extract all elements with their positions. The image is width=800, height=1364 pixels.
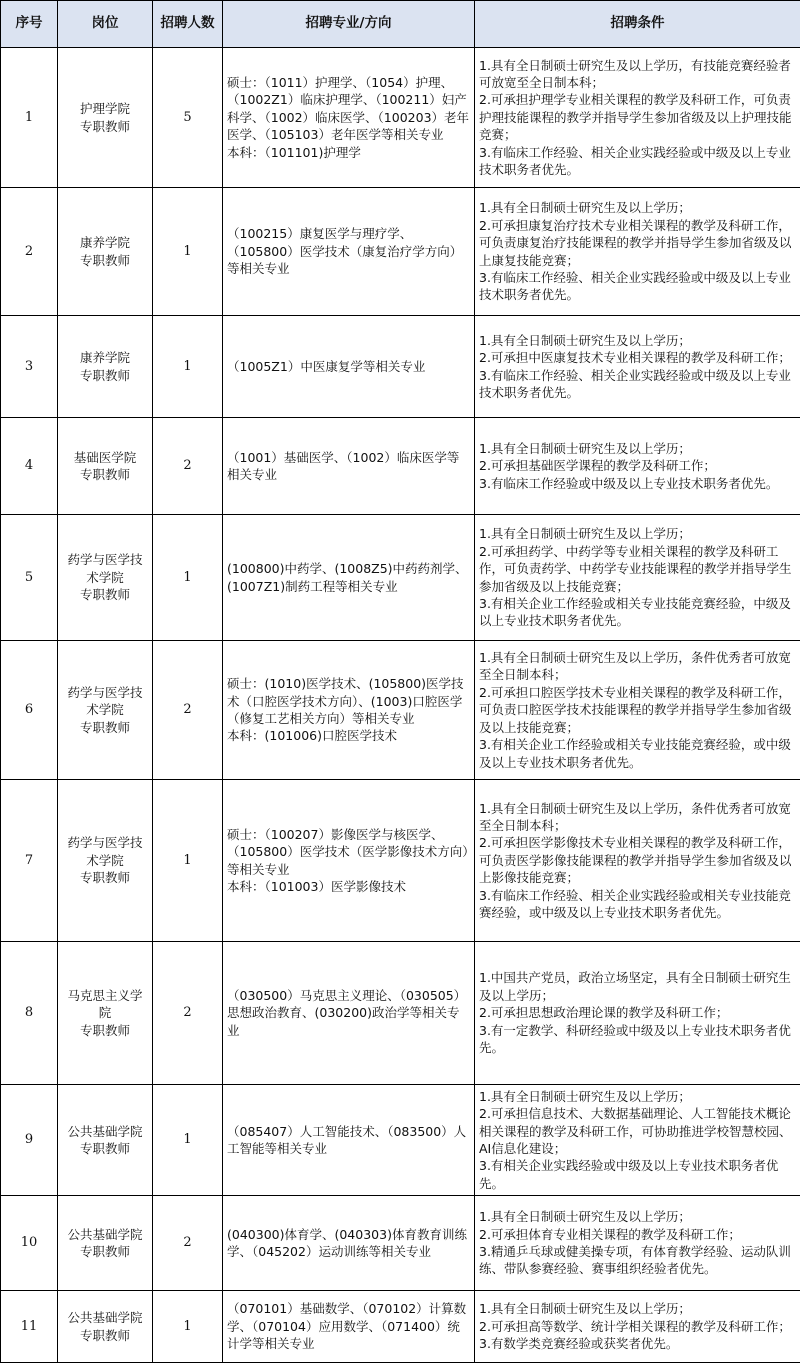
row-conditions: 1.具有全日制硕士研究生及以上学历，有技能竞赛经验者可放宽至全日制本科； 2.可承担护理学专业相关课程的教学及科研工作，可负责护理技能课程的教学并指导学生参加省级及以上护理技能竞赛； 3.有临床工作经验、相关企业实践经验或中级及以上专业技术职务者优先。 bbox=[475, 48, 800, 188]
row-count: 2 bbox=[153, 641, 223, 780]
header-row bbox=[1, 1, 800, 48]
row-major: （100215）康复医学与理疗学、（105800）医学技术（康复治疗学方向）等相关专业 bbox=[223, 188, 475, 316]
row-count: 2 bbox=[153, 942, 223, 1085]
row-position: 药学与医学技 术学院 专职教师 bbox=[58, 641, 153, 780]
row-major: （070101）基础数学、（070102）计算数学、（070104）应用数学、（071400）统计学等相关专业 bbox=[223, 1291, 475, 1363]
row-index: 5 bbox=[1, 515, 58, 641]
row-index: 11 bbox=[1, 1291, 58, 1363]
row-index: 10 bbox=[1, 1196, 58, 1291]
row-major: （085407）人工智能技术、（083500）人工智能等相关专业 bbox=[223, 1085, 475, 1196]
row-count: 1 bbox=[153, 780, 223, 942]
row-conditions: 1.具有全日制硕士研究生及以上学历； 2.可承担高等数学、统计学相关课程的教学及科研工作； 3.有数学类竞赛经验或获奖者优先。 bbox=[475, 1291, 800, 1363]
row-index: 6 bbox=[1, 641, 58, 780]
row-position: 康养学院 专职教师 bbox=[58, 316, 153, 418]
row-index: 3 bbox=[1, 316, 58, 418]
row-conditions: 1.具有全日制硕士研究生及以上学历，条件优秀者可放宽至全日制本科； 2.可承担口腔医学技术专业相关课程的教学及科研工作，可负责口腔医学技术技能课程的教学并指导学生参加省级及以上技能竞赛； 3.有相关企业工作经验或相关专业技能竞赛经验，或中级及以上专业技术职务者优先。 bbox=[475, 641, 800, 780]
row-major: (100800)中药学、(1008Z5)中药药剂学、(1007Z1)制药工程等相关专业 bbox=[223, 515, 475, 641]
row-count: 1 bbox=[153, 188, 223, 316]
table-row bbox=[1, 780, 800, 942]
row-count: 2 bbox=[153, 1196, 223, 1291]
header-count: 招聘人数 bbox=[153, 1, 223, 48]
row-position: 药学与医学技 术学院 专职教师 bbox=[58, 780, 153, 942]
row-conditions: 1.中国共产党员，政治立场坚定，具有全日制硕士研究生及以上学历； 2.可承担思想政治理论课的教学及科研工作； 3.有一定教学、科研经验或中级及以上专业技术职务者优先。 bbox=[475, 942, 800, 1085]
row-conditions: 1.具有全日制硕士研究生及以上学历； 2.可承担体育专业相关课程的教学及科研工作； 3.精通乒乓球或健美操专项，有体育教学经验、运动队训练、带队参赛经验、赛事组织经验者优先。 bbox=[475, 1196, 800, 1291]
row-position: 药学与医学技 术学院 专职教师 bbox=[58, 515, 153, 641]
row-index: 1 bbox=[1, 48, 58, 188]
row-index: 4 bbox=[1, 418, 58, 515]
row-position: 公共基础学院 专职教师 bbox=[58, 1085, 153, 1196]
row-index: 8 bbox=[1, 942, 58, 1085]
row-count: 1 bbox=[153, 316, 223, 418]
row-position: 康养学院 专职教师 bbox=[58, 188, 153, 316]
row-major: （030500）马克思主义理论、（030505）思想政治教育、(030200)政治学等相关专业 bbox=[223, 942, 475, 1085]
row-position: 公共基础学院 专职教师 bbox=[58, 1291, 153, 1363]
row-conditions: 1.具有全日制硕士研究生及以上学历，条件优秀者可放宽至全日制本科； 2.可承担医学影像技术专业相关课程的教学及科研工作，可负责医学影像技能课程的教学并指导学生参加省级及以上影像技能竞赛； 3.有临床工作经验、相关企业实践经验或相关专业技能竞赛经验，或中级及以上专业技术职务者优先。 bbox=[475, 780, 800, 942]
row-count: 1 bbox=[153, 1291, 223, 1363]
row-major: （1005Z1）中医康复学等相关专业 bbox=[223, 316, 475, 418]
table-row bbox=[1, 316, 800, 418]
row-index: 7 bbox=[1, 780, 58, 942]
row-position: 马克思主义学 院 专职教师 bbox=[58, 942, 153, 1085]
row-conditions: 1.具有全日制硕士研究生及以上学历； 2.可承担康复治疗技术专业相关课程的教学及科研工作，可负责康复治疗技能课程的教学并指导学生参加省级及以上康复技能竞赛； 3.有临床工作经验、相关企业实践经验或中级及以上专业技术职务者优先。 bbox=[475, 188, 800, 316]
table-row bbox=[1, 1085, 800, 1196]
row-major: 硕士：（1011）护理学、（1054）护理、（1002Z1）临床护理学、（100211）妇产科学、（1002）临床医学、（100203）老年医学、（105103）老年医学等相关专业 本科：（101101)护理学 bbox=[223, 48, 475, 188]
header-index: 序号 bbox=[1, 1, 58, 48]
row-major: （1001）基础医学、（1002）临床医学等相关专业 bbox=[223, 418, 475, 515]
row-position: 基础医学院 专职教师 bbox=[58, 418, 153, 515]
table-row bbox=[1, 48, 800, 188]
row-conditions: 1.具有全日制硕士研究生及以上学历； 2.可承担信息技术、大数据基础理论、人工智能技术概论相关课程的教学及科研工作，可协助推进学校智慧校园、AI信息化建设； 3.有相关企业实践经验或中级及以上专业技术职务者优先。 bbox=[475, 1085, 800, 1196]
row-count: 2 bbox=[153, 418, 223, 515]
row-conditions: 1.具有全日制硕士研究生及以上学历； 2.可承担药学、中药学等专业相关课程的教学及科研工作，可负责药学、中药学专业技能课程的教学并指导学生参加省级及以上技能竞赛； 3.有相关企业工作经验或相关专业技能竞赛经验，中级及以上专业技术职务者优先。 bbox=[475, 515, 800, 641]
table-header bbox=[1, 1, 800, 48]
row-position: 公共基础学院 专职教师 bbox=[58, 1196, 153, 1291]
row-count: 1 bbox=[153, 515, 223, 641]
row-major: (040300)体育学、(040303)体育教育训练学、（045202）运动训练等相关专业 bbox=[223, 1196, 475, 1291]
table-row bbox=[1, 515, 800, 641]
table-row bbox=[1, 1196, 800, 1291]
row-count: 5 bbox=[153, 48, 223, 188]
table-body bbox=[1, 48, 800, 1363]
table-row bbox=[1, 1291, 800, 1363]
row-count: 1 bbox=[153, 1085, 223, 1196]
row-position: 护理学院 专职教师 bbox=[58, 48, 153, 188]
row-major: 硕士：(1010)医学技术、(105800)医学技术（口腔医学技术方向）、(1003)口腔医学（修复工艺相关方向）等相关专业 本科：(101006)口腔医学技术 bbox=[223, 641, 475, 780]
table-row bbox=[1, 641, 800, 780]
row-conditions: 1.具有全日制硕士研究生及以上学历； 2.可承担基础医学课程的教学及科研工作； 3.有临床工作经验或中级及以上专业技术职务者优先。 bbox=[475, 418, 800, 515]
header-major: 招聘专业/方向 bbox=[223, 1, 475, 48]
row-index: 9 bbox=[1, 1085, 58, 1196]
row-conditions: 1.具有全日制硕士研究生及以上学历； 2.可承担中医康复技术专业相关课程的教学及科研工作； 3.有临床工作经验、相关企业实践经验或中级及以上专业技术职务者优先。 bbox=[475, 316, 800, 418]
row-index: 2 bbox=[1, 188, 58, 316]
table-row bbox=[1, 942, 800, 1085]
header-position: 岗位 bbox=[58, 1, 153, 48]
table-row bbox=[1, 418, 800, 515]
row-major: 硕士：（100207）影像医学与核医学、（105800）医学技术（医学影像技术方向）等相关专业 本科：（101003）医学影像技术 bbox=[223, 780, 475, 942]
header-conditions: 招聘条件 bbox=[475, 1, 800, 48]
table-row bbox=[1, 188, 800, 316]
